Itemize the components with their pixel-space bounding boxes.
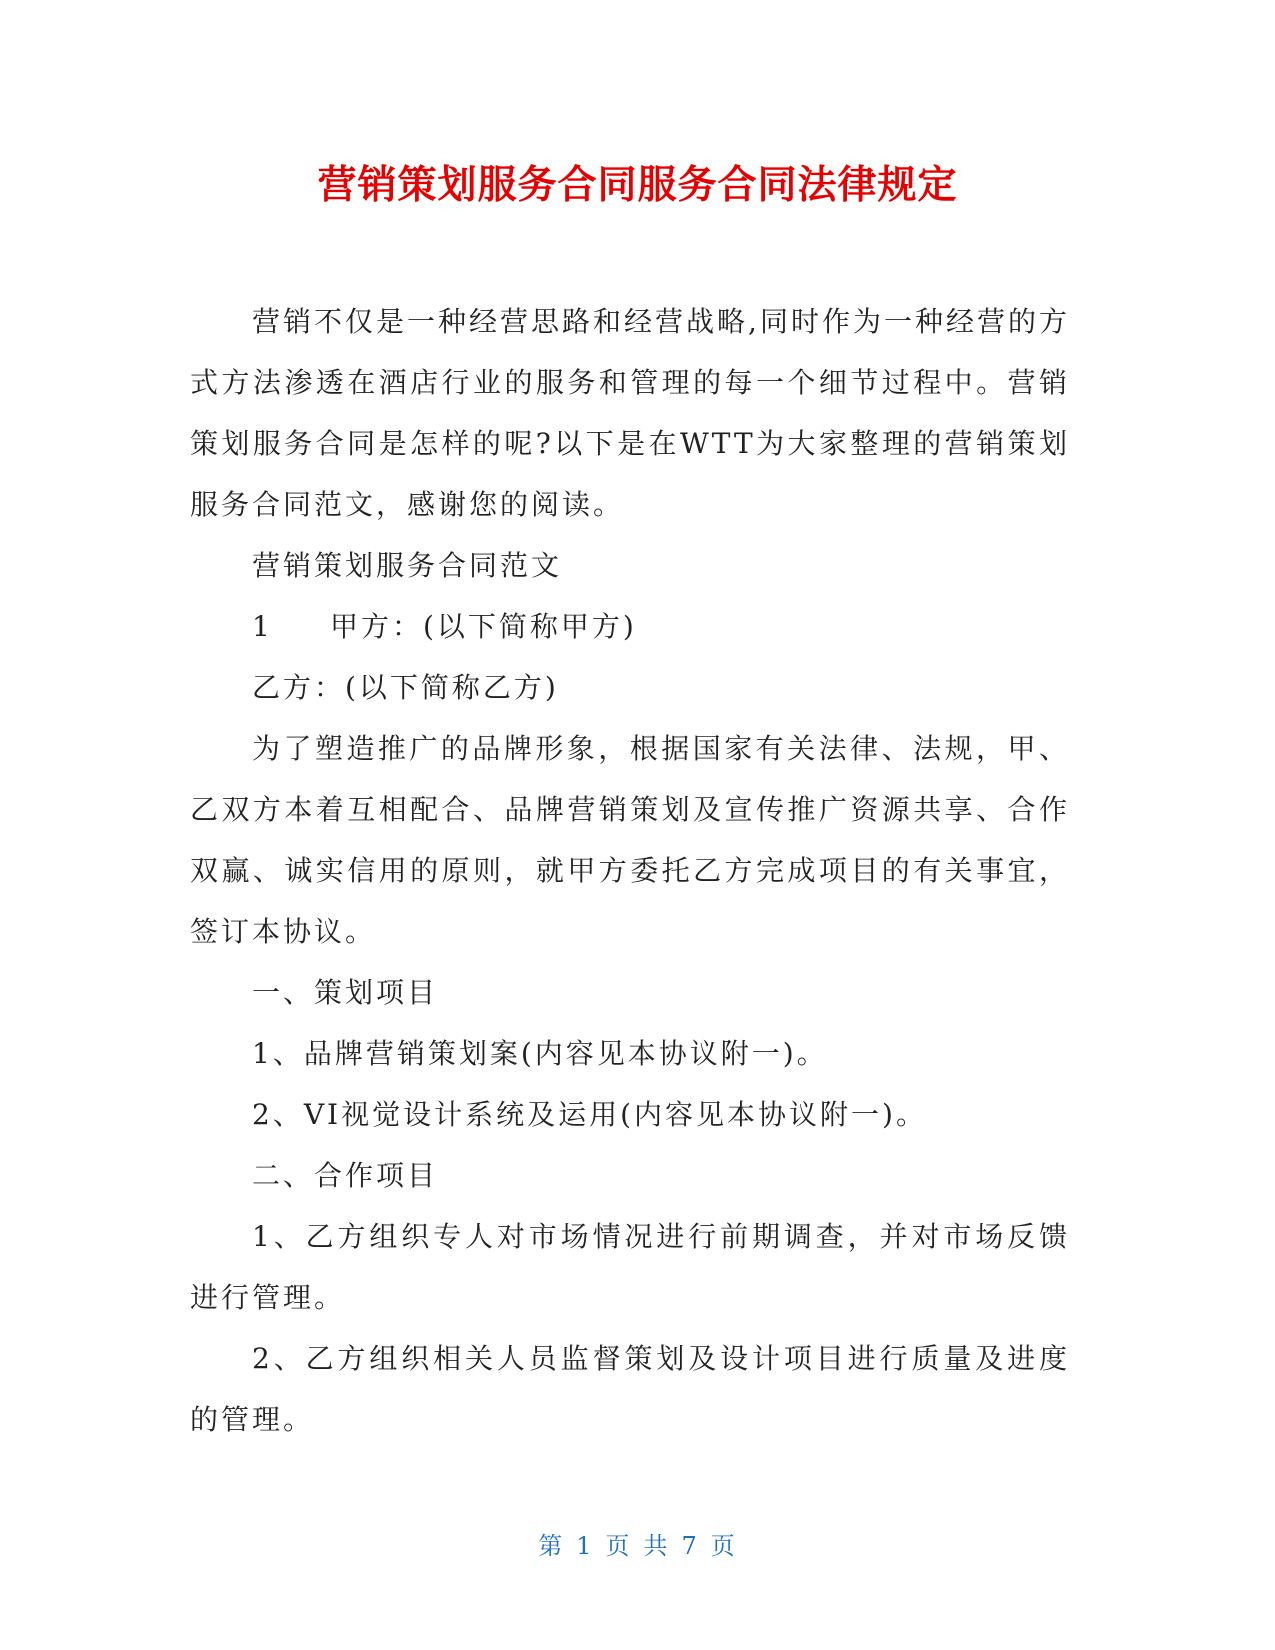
party-a-number: 1 <box>252 610 273 643</box>
cooperation-item-2: 2、乙方组织相关人员监督策划及设计项目进行质量及进度的管理。 <box>190 1342 1070 1436</box>
planning-item-2: 2、VI视觉设计系统及运用(内容见本协议附一)。 <box>252 1098 927 1131</box>
footer-label-gong: 共 <box>643 1532 670 1560</box>
document-body <box>190 291 1070 1450</box>
footer-label-ye: 页 <box>605 1532 632 1560</box>
intro-paragraph: 营销不仅是一种经营思路和经营战略,同时作为一种经营的方式方法渗透在酒店行业的服务和管理的每一个细节过程中。营销策划服务合同是怎样的呢?以下是在WTT为大家整理的营销策划服务合同范文，感谢您的阅读。 <box>190 305 1070 521</box>
cooperation-item-1: 1、乙方组织专人对市场情况进行前期调查，并对市场反馈进行管理。 <box>190 1220 1070 1314</box>
party-a-line <box>190 596 1070 657</box>
section-heading-cooperation: 二、合作项目 <box>252 1159 439 1192</box>
document-title: 营销策划服务合同服务合同法律规定 <box>317 163 958 208</box>
footer-label-ye-2: 页 <box>710 1532 737 1560</box>
agreement-preamble: 为了塑造推广的品牌形象，根据国家有关法律、法规，甲、乙双方本着互相配合、品牌营销策划及宣传推广资源共享、合作双赢、诚实信用的原则，就甲方委托乙方完成项目的有关事宜，签订本协议。 <box>190 732 1070 948</box>
party-b-line: 乙方：(以下简称乙方) <box>252 671 559 704</box>
section-heading-planning: 一、策划项目 <box>252 976 439 1009</box>
footer-label-di: 第 <box>538 1532 565 1560</box>
planning-item-1: 1、品牌营销策划案(内容见本协议附一)。 <box>252 1037 828 1070</box>
page-footer <box>0 1530 1275 1562</box>
contract-heading: 营销策划服务合同范文 <box>252 549 563 582</box>
footer-page-current: 1 <box>576 1532 594 1560</box>
party-a-text: 甲方：(以下简称甲方) <box>330 610 637 643</box>
footer-page-total: 7 <box>681 1532 699 1560</box>
